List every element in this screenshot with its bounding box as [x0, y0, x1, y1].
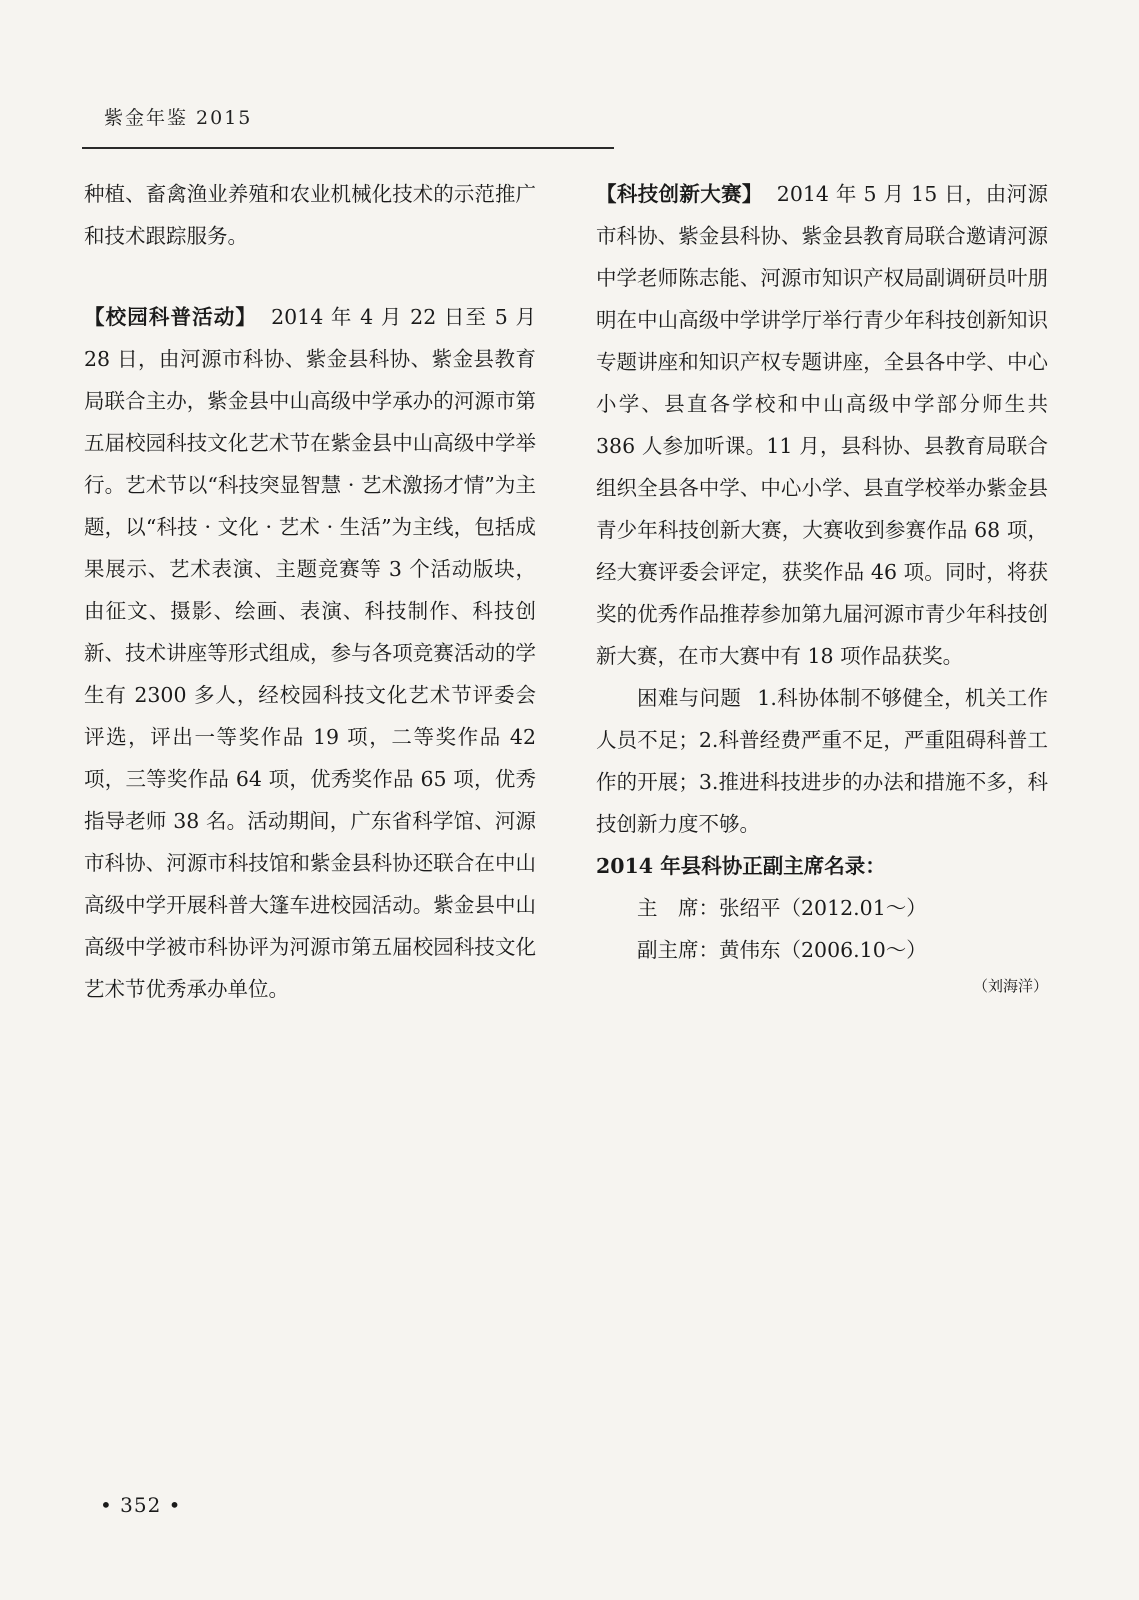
left-column: [84, 173, 536, 1010]
roster-row-chair: [596, 887, 1048, 929]
roster-title: 2014 年县科协正副主席名录：: [596, 854, 886, 878]
right-column: [596, 173, 1048, 1001]
author-byline: （刘海洋）: [972, 977, 1048, 995]
roster-role: 副主席：: [637, 938, 719, 962]
roster-name: 张绍平（2012.01～）: [719, 896, 927, 920]
problems-paragraph: [596, 677, 1048, 845]
campus-activity-body: 2014 年 4 月 22 日至 5 月 28 日，由河源市科协、紫金县科协、紫金县教育局联合主办，紫金县中山高级中学承办的河源市第五届校园科技文化艺术节在紫金县中山高级中学举行。艺术节以“科技突显智慧 · 艺术激扬才情”为主题，以“科技 · 文化 · 艺术 · 生活”为主线，包括成果展示、艺术表演、主题竞赛等 3 个活动版块，由征文、摄影、绘画、表演、科技制作、科技创新、技术讲座等形式组成，参与各项竞赛活动的学生有 2300 多人，经校园科技文化艺术节评委会评选，评出一等奖作品 19 项，二等奖作品 42 项，三等奖作品 64 项，优秀奖作品 65 项，优秀指导老师 38 名。活动期间，广东省科学馆、河源市科协、河源市科技馆和紫金县科协还联合在中山高级中学开展科普大篷车进校园活动。紫金县中山高级中学被市科协评为河源市第五届校园科技文化艺术节优秀承办单位。: [84, 305, 536, 1001]
header-rule: [82, 147, 614, 149]
running-head: 紫金年鉴 2015: [104, 107, 253, 129]
innovation-heading: 【科技创新大赛】: [596, 182, 763, 206]
innovation-paragraph: [596, 173, 1048, 677]
innovation-body: 2014 年 5 月 15 日，由河源市科协、紫金县科协、紫金县教育局联合邀请河源中学老师陈志能、河源市知识产权局副调研员叶朋明在中山高级中学讲学厅举行青少年科技创新知识专题讲座和知识产权专题讲座，全县各中学、中心小学、县直各学校和中山高级中学部分师生共 386 人参加听课。11 月，县科协、县教育局联合组织全县各中学、中心小学、县直学校举办紫金县青少年科技创新大赛，大赛收到参赛作品 68 项，经大赛评委会评定，获奖作品 46 项。同时，将获奖的优秀作品推荐参加第九届河源市青少年科技创新大赛，在市大赛中有 18 项作品获奖。: [596, 182, 1049, 668]
page-number: • 352 •: [100, 1493, 182, 1517]
problems-body: 1.科协体制不够健全，机关工作人员不足；2.科普经费严重不足，严重阻碍科普工作的开展；3.推进科技进步的办法和措施不多，科技创新力度不够。: [596, 686, 1049, 836]
paragraph-gap: [84, 257, 536, 296]
roster-role: 主 席：: [637, 896, 719, 920]
campus-activity-paragraph: [84, 296, 536, 1010]
roster-name: 黄伟东（2006.10～）: [719, 938, 927, 962]
campus-activity-heading: 【校园科普活动】: [84, 305, 258, 329]
roster-row-vice-chair: [596, 929, 1048, 971]
problems-label: 困难与问题: [637, 686, 742, 710]
continuation-paragraph: 种植、畜禽渔业养殖和农业机械化技术的示范推广和技术跟踪服务。: [84, 182, 536, 248]
